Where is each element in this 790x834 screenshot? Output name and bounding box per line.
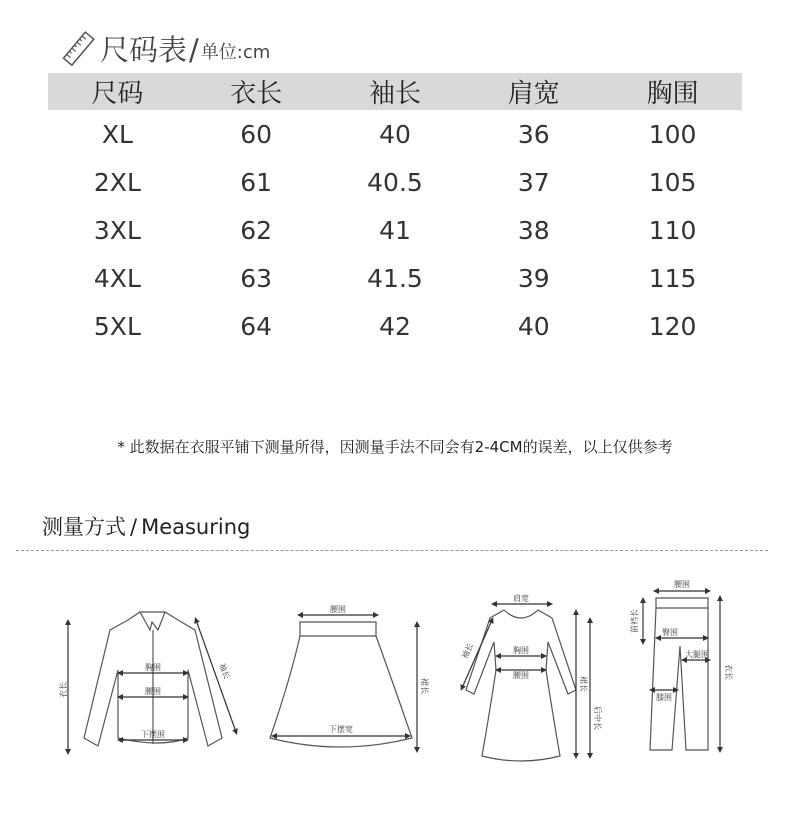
shirt-sleeve-label: 袖长 bbox=[217, 662, 232, 681]
shirt-length-label: 衣长 bbox=[59, 682, 68, 698]
shirt-waist-label: 腰围 bbox=[145, 687, 161, 696]
dress-chest-label: 胸围 bbox=[513, 646, 529, 655]
table-cell: 2XL bbox=[93, 167, 141, 197]
col-header-sleeve: 袖长 bbox=[326, 73, 465, 110]
page-title: 尺码表 bbox=[100, 33, 188, 67]
table-cell: 61 bbox=[240, 167, 273, 197]
table-row bbox=[48, 110, 742, 158]
table-cell: 60 bbox=[240, 119, 273, 149]
table-cell: XL bbox=[101, 119, 133, 149]
table-cell: 5XL bbox=[93, 311, 141, 341]
table-cell: 38 bbox=[517, 215, 550, 245]
table-row bbox=[48, 302, 742, 350]
dress-sleeve-label: 袖长 bbox=[460, 641, 476, 661]
table-cell: 100 bbox=[648, 119, 697, 149]
measuring-title-separator: / bbox=[130, 515, 138, 539]
table-cell: 37 bbox=[517, 167, 550, 197]
table-cell: 40 bbox=[517, 311, 550, 341]
skirt-length-label: 裙长 bbox=[420, 678, 429, 694]
measuring-title-cn: 测量方式 bbox=[42, 515, 126, 539]
table-cell: 115 bbox=[648, 263, 697, 293]
pants-front-rise-label: 前裆长 bbox=[630, 609, 639, 633]
measurement-diagrams bbox=[0, 560, 790, 790]
table-cell: 4XL bbox=[93, 263, 141, 293]
skirt-waist-label: 腰围 bbox=[330, 605, 346, 614]
ruler-icon bbox=[62, 30, 96, 68]
table-cell: 40 bbox=[379, 119, 411, 149]
col-header-chest: 胸围 bbox=[603, 73, 742, 110]
table-cell: 62 bbox=[240, 215, 273, 245]
table-cell: 41.5 bbox=[367, 263, 423, 293]
pants-waist-label: 腰围 bbox=[674, 580, 690, 589]
size-table-header-row bbox=[48, 73, 742, 110]
shirt-hem-label: 下摆围 bbox=[141, 730, 165, 739]
table-cell: 110 bbox=[648, 215, 697, 245]
table-cell: 41 bbox=[379, 215, 411, 245]
table-cell: 3XL bbox=[93, 215, 141, 245]
measuring-title-en: Measuring bbox=[141, 515, 251, 539]
table-cell: 40.5 bbox=[367, 167, 423, 197]
pants-knee-label: 膝围 bbox=[656, 693, 672, 702]
dress-diagram bbox=[462, 604, 590, 761]
table-cell: 39 bbox=[517, 263, 550, 293]
table-cell: 64 bbox=[240, 311, 273, 341]
col-header-size: 尺码 bbox=[48, 73, 187, 110]
table-cell: 36 bbox=[517, 119, 550, 149]
table-cell: 63 bbox=[240, 263, 273, 293]
pants-thigh-label: 大腿围 bbox=[685, 650, 709, 659]
shirt-chest-label: 胸围 bbox=[145, 663, 161, 672]
pants-hip-label: 臀围 bbox=[662, 628, 678, 637]
page-header bbox=[62, 24, 270, 68]
table-row bbox=[48, 206, 742, 254]
title-separator: / bbox=[189, 33, 199, 67]
measurement-note: * 此数据在衣服平铺下测量所得，因测量手法不同会有2-4CM的误差，以上仅供参考 bbox=[117, 438, 673, 456]
pants-diagram bbox=[643, 591, 720, 750]
table-cell: 42 bbox=[379, 311, 411, 341]
table-cell: 105 bbox=[648, 167, 697, 197]
table-row bbox=[48, 158, 742, 206]
col-header-length: 衣长 bbox=[187, 73, 326, 110]
col-header-shoulder: 肩宽 bbox=[464, 73, 603, 110]
dress-length-label: 裙长 bbox=[579, 676, 588, 692]
table-cell: 120 bbox=[648, 311, 697, 341]
section-divider bbox=[16, 550, 768, 551]
measuring-section-title bbox=[42, 511, 250, 541]
table-row bbox=[48, 254, 742, 302]
dress-waist-label: 腰围 bbox=[513, 671, 529, 680]
unit-label: 单位:cm bbox=[200, 42, 271, 63]
skirt-hem-label: 下摆宽 bbox=[329, 725, 353, 734]
size-table bbox=[48, 73, 742, 350]
dress-back-length-label: 后中长 bbox=[593, 706, 602, 730]
dress-shoulder-label: 肩宽 bbox=[513, 594, 529, 603]
pants-length-label: 衣长 bbox=[724, 664, 733, 680]
